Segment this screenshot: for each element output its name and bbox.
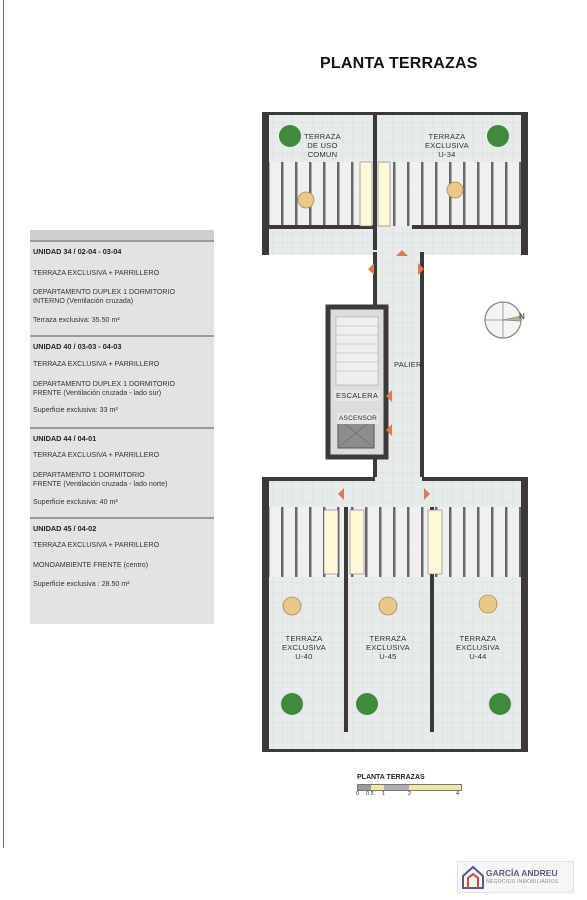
scale-tick: 2 bbox=[408, 791, 412, 797]
unit-card-44 bbox=[30, 427, 214, 517]
unit-title: UNIDAD 34 / 02-04 - 03-04 bbox=[33, 247, 122, 256]
unit-line: MONOAMBIENTE FRENTE (centro) bbox=[33, 561, 149, 569]
unit-line: Terraza exclusiva: 35.50 m² bbox=[33, 316, 120, 324]
scale-tick: 0.5 bbox=[366, 791, 374, 797]
unit-title: UNIDAD 45 / 04-02 bbox=[33, 524, 97, 533]
scale-bar-graphic bbox=[357, 784, 462, 791]
unit-line: TERRAZA EXCLUSIVA + PARRILLERO bbox=[33, 541, 160, 549]
unit-line: Superficie exclusiva : 28.50 m² bbox=[33, 580, 130, 588]
compass-icon bbox=[483, 298, 527, 342]
unit-line: FRENTE (Ventilación cruzada - lado sur) bbox=[33, 389, 162, 397]
label-terraza-u34: TERRAZA EXCLUSIVA U-34 bbox=[425, 132, 469, 159]
unit-line: Superficie exclusiva: 40 m² bbox=[33, 498, 118, 506]
unit-line: DEPARTAMENTO 1 DORMITORIO bbox=[33, 471, 145, 479]
scale-tick: 4 bbox=[456, 791, 460, 797]
label-ascensor: ASCENSOR bbox=[339, 415, 378, 422]
scale-tick: 1 bbox=[382, 791, 386, 797]
scale-title: PLANTA TERRAZAS bbox=[357, 774, 425, 781]
label-terraza-comun: TERRAZA DE USO COMUN bbox=[304, 132, 341, 159]
units-panel bbox=[30, 230, 214, 624]
label-terraza-u40: TERRAZA EXCLUSIVA U-40 bbox=[282, 634, 326, 661]
unit-line: TERRAZA EXCLUSIVA + PARRILLERO bbox=[33, 360, 160, 368]
scale-tick: 0 bbox=[356, 791, 360, 797]
unit-card-40 bbox=[30, 335, 214, 427]
unit-line: FRENTE (Ventilación cruzada - lado norte) bbox=[33, 480, 168, 488]
page-title: PLANTA TERRAZAS bbox=[320, 55, 478, 72]
unit-card-34 bbox=[30, 240, 214, 335]
unit-line: INTERNO (Ventilación cruzada) bbox=[33, 297, 134, 305]
unit-line: TERRAZA EXCLUSIVA + PARRILLERO bbox=[33, 269, 160, 277]
label-escalera: ESCALERA bbox=[336, 391, 379, 400]
logo-subtitle: NEGOCIOS INMOBILIARIOS bbox=[486, 879, 559, 885]
compass-north-label: N bbox=[519, 312, 525, 321]
company-logo bbox=[457, 861, 574, 893]
unit-title: UNIDAD 44 / 04-01 bbox=[33, 434, 97, 443]
label-terraza-u45: TERRAZA EXCLUSIVA U-45 bbox=[366, 634, 410, 661]
unit-card-45 bbox=[30, 517, 214, 624]
house-logo-icon bbox=[461, 864, 485, 890]
label-terraza-u44: TERRAZA EXCLUSIVA U-44 bbox=[456, 634, 500, 661]
unit-line: TERRAZA EXCLUSIVA + PARRILLERO bbox=[33, 451, 160, 459]
label-palier: PALIER bbox=[394, 360, 422, 369]
floor-plan bbox=[262, 112, 530, 752]
page-left-rule bbox=[3, 0, 4, 848]
unit-title: UNIDAD 40 / 03-03 - 04-03 bbox=[33, 342, 122, 351]
unit-line: Superficie exclusiva: 33 m² bbox=[33, 406, 118, 414]
unit-line: DEPARTAMENTO DUPLEX 1 DORMITORIO bbox=[33, 288, 176, 296]
logo-name: GARCÍA ANDREU bbox=[486, 868, 558, 878]
scale-bar bbox=[355, 774, 465, 804]
unit-line: DEPARTAMENTO DUPLEX 1 DORMITORIO bbox=[33, 380, 176, 388]
